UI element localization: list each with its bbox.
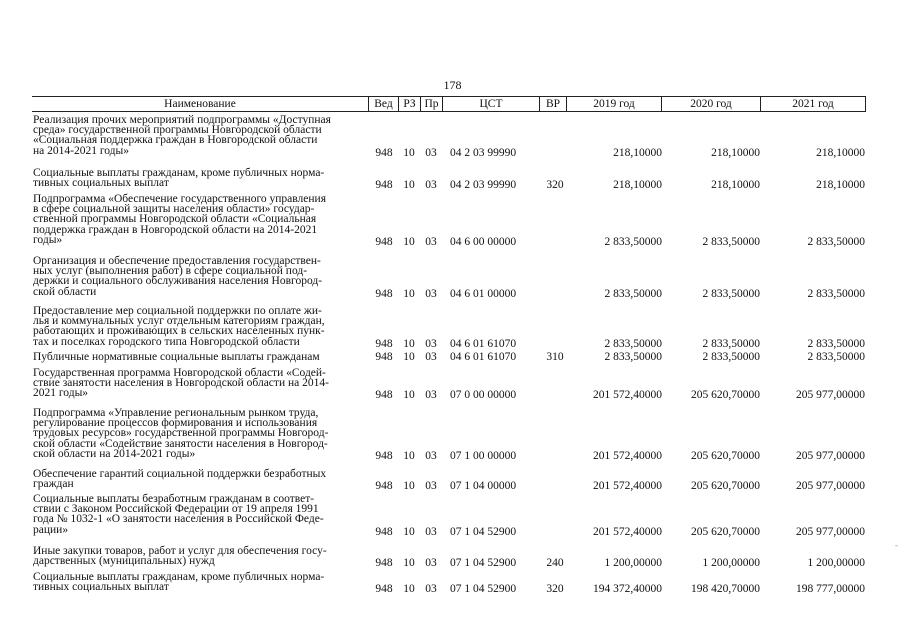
cell-ved: 948 — [375, 351, 393, 363]
row-name: Иные закупки товаров, работ и услуг для обеспечения госу- дарственных (муниципальных) нужд — [33, 545, 327, 568]
cell-y2019: 201 572,40000 — [593, 449, 662, 462]
row-name: Государственная программа Новгородской области «Содей- ствие занятости населения в Новгородской области на 2014- 2021 годы» — [33, 367, 329, 400]
cell-y2019: 2 833,50000 — [604, 337, 662, 350]
row-name: Реализация прочих мероприятий подпрограммы «Доступная среда» государственной программы Новгородской области «Социальная поддержка граждан в Новгородской области на 2014-2021 годы» — [33, 114, 331, 157]
row-name: Организация и обеспечение предоставления государствен- ных услуг (выполнения работ) в сфере социальной под- держки и социального обслуживания населения Новгород- ской области — [33, 255, 323, 298]
cell-y2019: 1 200,00000 — [604, 557, 662, 570]
cell-ved: 948 — [375, 389, 393, 402]
cell-pr: 03 — [425, 583, 437, 596]
cell-vr: 320 — [546, 583, 564, 596]
row-name: Подпрограмма «Управление региональным рынком труда, регулирование процессов формирования и использования трудовых ресурсов» государственной программы Новгород- ской области «Содействие занятости населения в Новгород- ской области на 2014-2021 годы» — [33, 407, 329, 460]
cell-ved: 948 — [375, 146, 393, 159]
cell-y2020: 218,10000 — [711, 146, 760, 159]
row-name: Социальные выплаты гражданам, кроме публичных норма- тивных социальных выплат — [33, 571, 325, 594]
cell-pr: 03 — [425, 337, 437, 350]
cell-y2020: 205 620,70000 — [691, 449, 760, 462]
cell-rz: 10 — [403, 287, 415, 300]
table-row — [32, 368, 866, 401]
cell-rz: 10 — [403, 235, 415, 248]
cell-y2020: 2 833,50000 — [702, 235, 760, 248]
cell-ved: 948 — [375, 235, 393, 248]
cell-rz: 10 — [403, 449, 415, 462]
table-row — [32, 115, 866, 158]
cell-cst: 07 1 04 52900 — [450, 557, 517, 570]
table-row — [32, 256, 866, 299]
cell-y2020: 1 200,00000 — [702, 557, 760, 570]
cell-rz: 10 — [403, 525, 415, 538]
cell-ved: 948 — [375, 557, 393, 570]
cell-y2021: 2 833,50000 — [807, 287, 865, 300]
cell-y2019: 2 833,50000 — [604, 351, 662, 363]
cell-vr: 310 — [546, 351, 564, 363]
cell-ved: 948 — [375, 449, 393, 462]
cell-y2019: 2 833,50000 — [604, 235, 662, 248]
table-row — [32, 306, 866, 349]
cell-pr: 03 — [425, 525, 437, 538]
cell-y2020: 198 420,70000 — [691, 583, 760, 596]
cell-y2021: 205 977,00000 — [796, 389, 865, 402]
cell-y2021: 218,10000 — [816, 146, 865, 159]
row-name: Обеспечение гарантий социальной поддержки безработных граждан — [33, 468, 327, 491]
cell-y2020: 2 833,50000 — [702, 337, 760, 350]
header-vr: ВР — [539, 97, 566, 111]
cell-pr: 03 — [425, 179, 437, 192]
cell-pr: 03 — [425, 557, 437, 570]
table-row — [32, 408, 866, 461]
cell-cst: 04 2 03 99990 — [450, 179, 517, 192]
cell-ved: 948 — [375, 525, 393, 538]
cell-vr: 240 — [546, 557, 564, 570]
cell-cst: 07 1 04 00000 — [450, 480, 517, 493]
table-row — [32, 469, 866, 491]
scan-edge-mark: - — [895, 540, 898, 550]
cell-ved: 948 — [375, 480, 393, 493]
cell-pr: 03 — [425, 351, 437, 363]
cell-pr: 03 — [425, 389, 437, 402]
cell-cst: 04 6 00 00000 — [450, 235, 517, 248]
header-2020: 2020 год — [661, 97, 760, 111]
cell-rz: 10 — [403, 146, 415, 159]
cell-y2020: 2 833,50000 — [702, 351, 760, 363]
cell-y2021: 218,10000 — [816, 179, 865, 192]
cell-pr: 03 — [425, 480, 437, 493]
cell-y2019: 194 372,40000 — [593, 583, 662, 596]
cell-y2020: 205 620,70000 — [691, 480, 760, 493]
row-name: Публичные нормативные социальные выплаты гражданам — [33, 351, 320, 363]
cell-cst: 07 1 00 00000 — [450, 449, 517, 462]
row-name: Предоставление мер социальной поддержки по оплате жи- лья и коммунальных услуг отдельным категориям граждан, работающих и проживающих в сельских населенных пунк- тах и поселках городского типа Новгородской области — [33, 305, 325, 348]
header-rz: РЗ — [398, 97, 420, 111]
cell-y2020: 205 620,70000 — [691, 389, 760, 402]
cell-y2019: 218,10000 — [613, 179, 662, 192]
cell-ved: 948 — [375, 337, 393, 350]
cell-pr: 03 — [425, 235, 437, 248]
cell-cst: 07 1 04 52900 — [450, 583, 517, 596]
cell-y2021: 198 777,00000 — [796, 583, 865, 596]
cell-pr: 03 — [425, 146, 437, 159]
cell-pr: 03 — [425, 287, 437, 300]
row-name: Подпрограмма «Обеспечение государственного управления в сфере социальной защиты населения области» государ- ственной программы Новгородской области «Социальная поддержка граждан в Новгородской области на 2014-2021 годы» — [33, 193, 326, 246]
table-row — [32, 546, 866, 568]
cell-y2020: 218,10000 — [711, 179, 760, 192]
cell-rz: 10 — [403, 179, 415, 192]
cell-y2021: 205 977,00000 — [796, 525, 865, 538]
cell-y2019: 201 572,40000 — [593, 389, 662, 402]
cell-y2021: 2 833,50000 — [807, 337, 865, 350]
cell-y2021: 2 833,50000 — [807, 351, 865, 363]
cell-ved: 948 — [375, 287, 393, 300]
cell-cst: 04 6 01 00000 — [450, 287, 517, 300]
page-number: 178 — [443, 78, 462, 92]
header-ved: Вед — [368, 97, 398, 111]
cell-pr: 03 — [425, 449, 437, 462]
cell-y2021: 205 977,00000 — [796, 449, 865, 462]
table-row — [32, 572, 866, 594]
header-2019: 2019 год — [566, 97, 661, 111]
header-cst: ЦСТ — [442, 97, 539, 111]
table-row — [32, 194, 866, 247]
cell-y2019: 2 833,50000 — [604, 287, 662, 300]
cell-cst: 07 1 04 52900 — [450, 525, 517, 538]
cell-cst: 04 2 03 99990 — [450, 146, 517, 159]
header-pr: Пр — [420, 97, 442, 111]
cell-rz: 10 — [403, 351, 415, 363]
row-name: Социальные выплаты безработным гражданам в соответ- ствии с Законом Российской Федерации от 19 апреля 1991 года № 1032-1 «О занятости населения в Российской Феде- рации» — [33, 493, 324, 536]
cell-rz: 10 — [403, 480, 415, 493]
header-2021: 2021 год — [760, 97, 866, 111]
cell-y2020: 205 620,70000 — [691, 525, 760, 538]
table-row — [32, 168, 866, 190]
cell-cst: 04 6 01 61070 — [450, 351, 517, 363]
cell-y2021: 205 977,00000 — [796, 480, 865, 493]
table-row — [32, 494, 866, 537]
table-header — [32, 96, 866, 112]
cell-y2019: 201 572,40000 — [593, 480, 662, 493]
cell-cst: 07 0 00 00000 — [450, 389, 517, 402]
cell-y2019: 201 572,40000 — [593, 525, 662, 538]
cell-rz: 10 — [403, 337, 415, 350]
table-row — [32, 352, 866, 364]
cell-y2021: 2 833,50000 — [807, 235, 865, 248]
cell-cst: 04 6 01 61070 — [450, 337, 517, 350]
row-name: Социальные выплаты гражданам, кроме публичных норма- тивных социальных выплат — [33, 167, 325, 190]
cell-rz: 10 — [403, 389, 415, 402]
cell-rz: 10 — [403, 583, 415, 596]
cell-y2019: 218,10000 — [613, 146, 662, 159]
cell-ved: 948 — [375, 583, 393, 596]
cell-vr: 320 — [546, 179, 564, 192]
cell-y2020: 2 833,50000 — [702, 287, 760, 300]
cell-y2021: 1 200,00000 — [807, 557, 865, 570]
cell-ved: 948 — [375, 179, 393, 192]
header-name: Наименование — [164, 98, 236, 110]
cell-rz: 10 — [403, 557, 415, 570]
